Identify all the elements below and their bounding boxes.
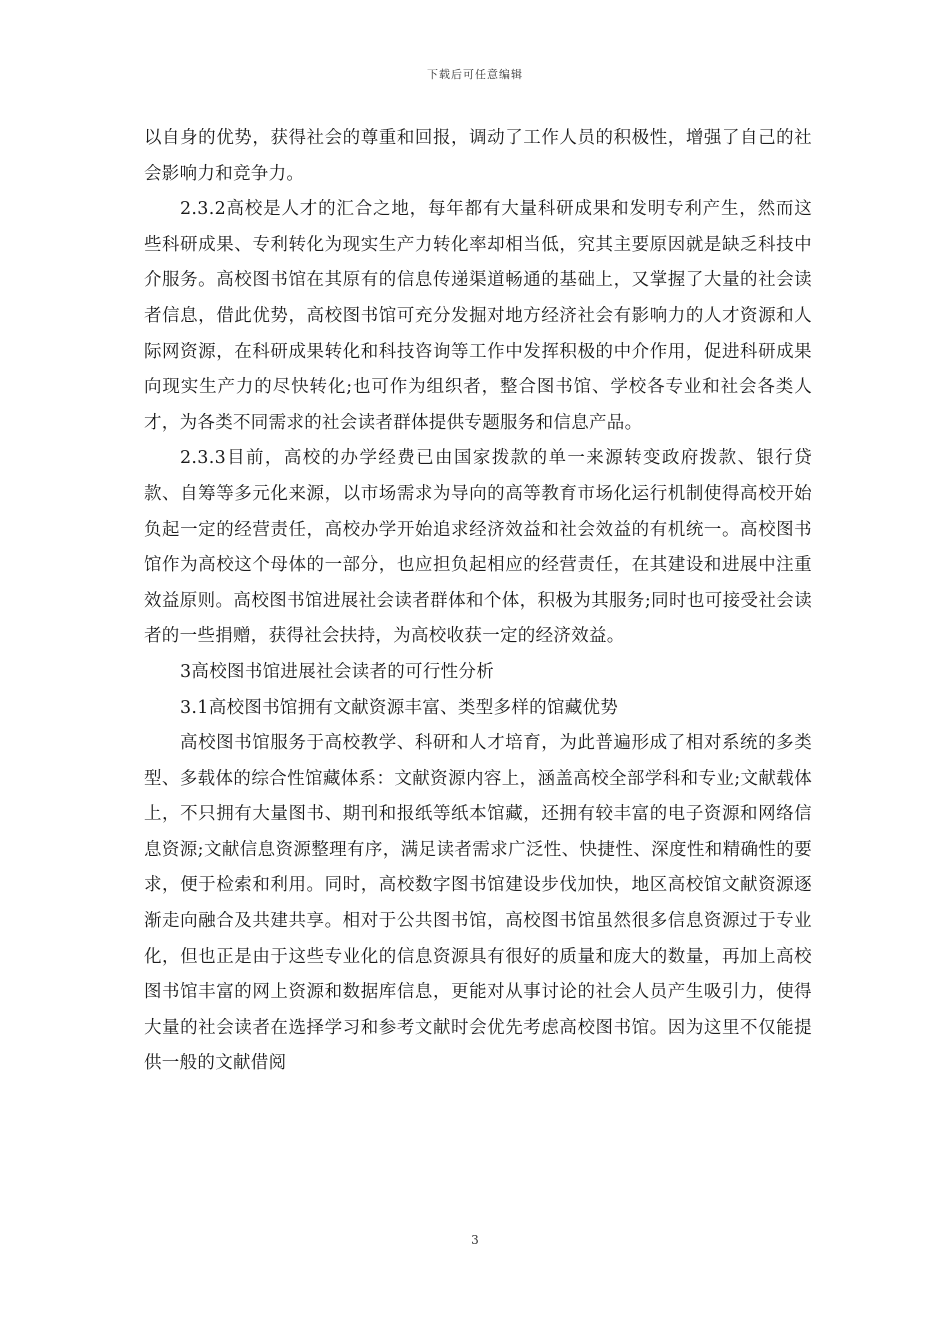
subsection-heading-3-1: 3.1高校图书馆拥有文献资源丰富、类型多样的馆藏优势 (180, 697, 619, 718)
page-number: 3 (471, 1233, 479, 1247)
paragraph-continuation: 以自身的优势，获得社会的尊重和回报，调动了工作人员的积极性，增强了自己的社会影响力和竞争力。 (144, 128, 812, 184)
running-header: 下载后可任意编辑 (427, 68, 523, 81)
paragraph-2-3-2: 2.3.2高校是人才的汇合之地，每年都有大量科研成果和发明专利产生，然而这些科研成果、专利转化为现实生产力转化率却相当低，究其主要原因就是缺乏科技中介服务。高校图书馆在其原有的信息传递渠道畅通的基础上，又掌握了大量的社会读者信息，借此优势，高校图书馆可充分发掘对地方经济社会有影响力的人才资源和人际网资源，在科研成果转化和科技咨询等工作中发挥积极的中介作用，促进科研成果向现实生产力的尽快转化;也可作为组织者，整合图书馆、学校各专业和社会各类人才，为各类不同需求的社会读者群体提供专题服务和信息产品。 (144, 199, 812, 433)
paragraph-3-1-body: 高校图书馆服务于高校教学、科研和人才培育，为此普遍形成了相对系统的多类型、多载体的综合性馆藏体系：文献资源内容上，涵盖高校全部学科和专业;文献载体上，不只拥有大量图书、期刊和报纸等纸本馆藏，还拥有较丰富的电子资源和网络信息资源;文献信息资源整理有序，满足读者需求广泛性、快捷性、深度性和精确性的要求，便于检索和利用。同时，高校数字图书馆建设步伐加快，地区高校馆文献资源逐渐走向融合及共建共享。相对于公共图书馆，高校图书馆虽然很多信息资源过于专业化，但也正是由于这些专业化的信息资源具有很好的质量和庞大的数量，再加上高校图书馆丰富的网上资源和数据库信息，更能对从事讨论的社会人员产生吸引力，使得大量的社会读者在选择学习和参考文献时会优先考虑高校图书馆。因为这里不仅能提供一般的文献借阅 (144, 733, 812, 1074)
paragraph-2-3-3: 2.3.3目前，高校的办学经费已由国家拨款的单一来源转变政府拨款、银行贷款、自筹等多元化来源，以市场需求为导向的高等教育市场化运行机制使得高校开始负起一定的经营责任，高校办学开始追求经济效益和社会效益的有机统一。高校图书馆作为高校这个母体的一部分，也应担负起相应的经营责任，在其建设和进展中注重效益原则。高校图书馆进展社会读者群体和个体，积极为其服务;同时也可接受社会读者的一些捐赠，获得社会扶持，为高校收获一定的经济效益。 (144, 448, 812, 647)
body-text (144, 121, 812, 1082)
section-heading-3: 3高校图书馆进展社会读者的可行性分析 (180, 661, 495, 682)
